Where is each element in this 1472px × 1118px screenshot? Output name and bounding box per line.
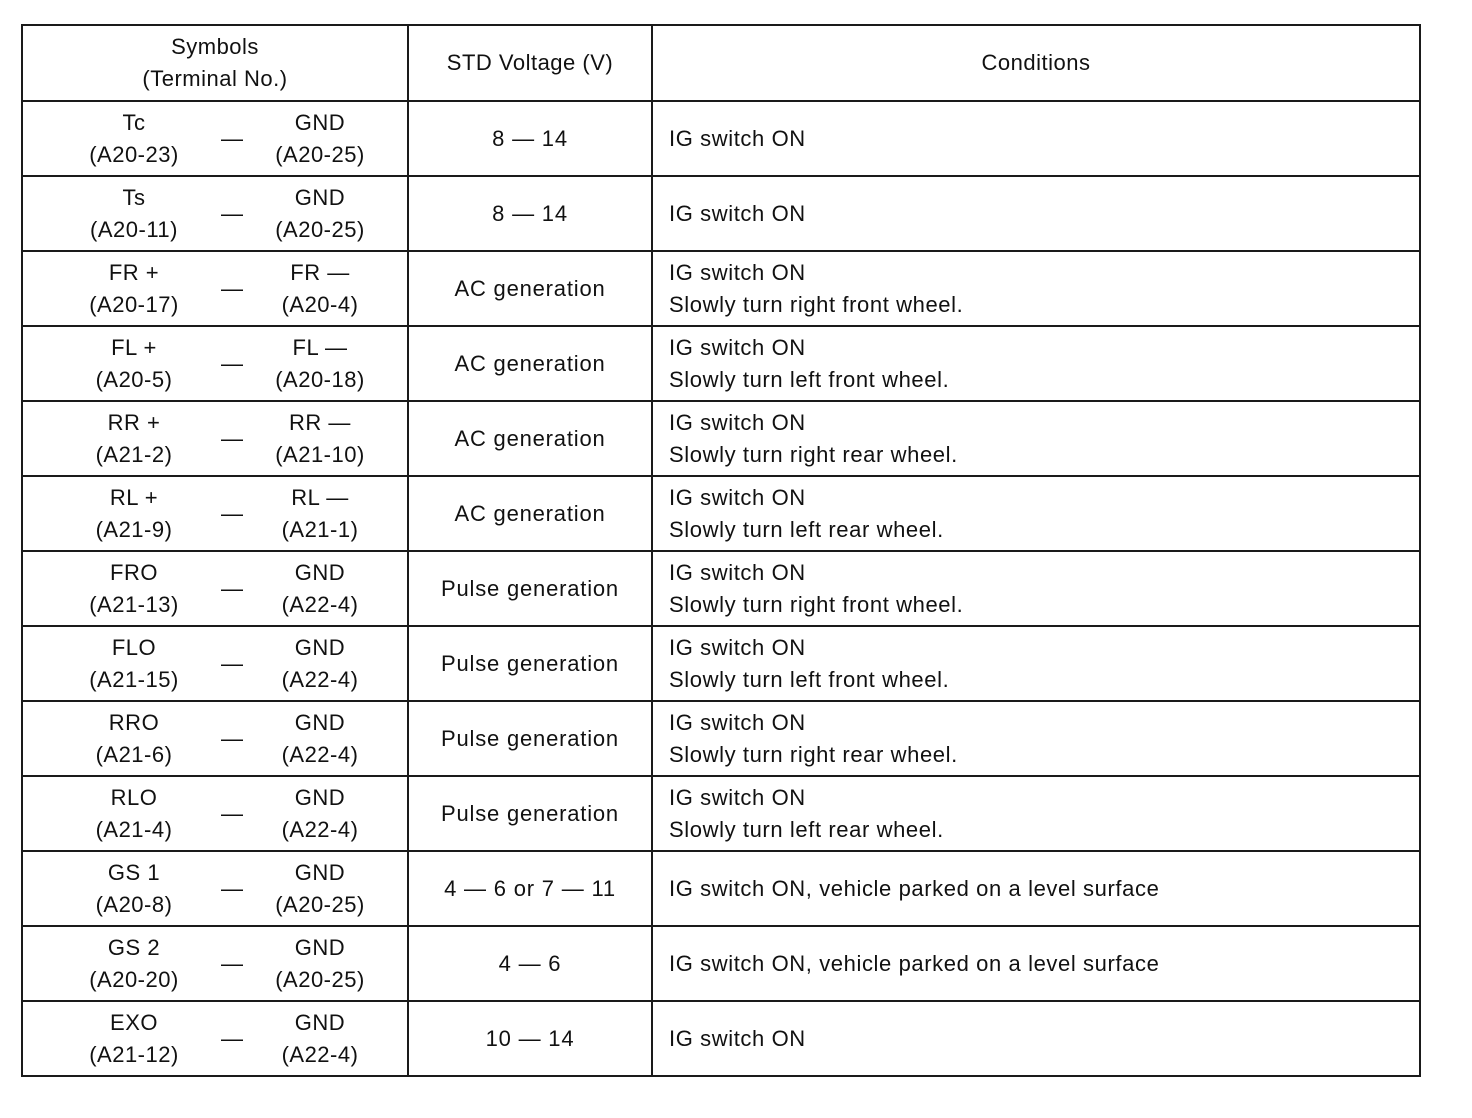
negative-symbol: GND [294,559,346,585]
condition-line-1: IG switch ON [669,409,806,435]
terminal-separator: — [221,650,244,676]
positive-terminal [59,257,209,321]
header-symbols-label: Symbols [171,34,259,59]
positive-symbol: FRO [110,559,158,585]
negative-symbol: GND [294,634,346,660]
negative-symbol: RR — [289,409,351,435]
negative-terminal [245,632,395,696]
symbols-cell [22,1001,408,1076]
negative-terminal-no: (A20-25) [275,216,365,242]
negative-symbol: GND [294,934,346,960]
std-voltage-cell: 4 — 6 or 7 — 11 [408,851,652,926]
positive-terminal [59,632,209,696]
symbols-cell [22,626,408,701]
std-voltage-cell: AC generation [408,476,652,551]
symbols-cell [22,926,408,1001]
header-conditions: Conditions [652,25,1420,101]
std-voltage-cell: 8 — 14 [408,101,652,176]
std-voltage-cell: AC generation [408,326,652,401]
negative-terminal-no: (A22-4) [281,591,359,617]
negative-symbol: GND [294,109,346,135]
positive-terminal [59,782,209,846]
std-voltage-cell: 8 — 14 [408,176,652,251]
std-voltage-cell: Pulse generation [408,551,652,626]
terminal-separator: — [221,950,244,976]
negative-terminal [245,857,395,921]
positive-symbol: RR + [107,409,161,435]
conditions-cell [652,626,1420,701]
negative-terminal [245,107,395,171]
header-symbols [22,25,408,101]
positive-terminal-no: (A20-8) [95,891,173,917]
symbols-cell [22,176,408,251]
positive-terminal-no: (A21-2) [95,441,173,467]
positive-symbol: FL + [111,334,157,360]
positive-terminal-no: (A21-6) [95,741,173,767]
table-row [22,401,1420,476]
conditions-cell [652,251,1420,326]
symbols-cell [22,851,408,926]
terminal-separator: — [221,575,244,601]
conditions-cell [652,926,1420,1001]
condition-line-2: Slowly turn left front wheel. [669,666,950,692]
condition-line-1: IG switch ON [669,709,806,735]
condition-line-1: IG switch ON [669,334,806,360]
table-body [22,101,1420,1076]
table-row [22,926,1420,1001]
terminal-voltage-table [21,24,1421,1077]
condition-line-1: IG switch ON, vehicle parked on a level surface [669,875,1160,901]
std-voltage-cell: Pulse generation [408,701,652,776]
positive-terminal-no: (A21-13) [89,591,179,617]
conditions-cell [652,701,1420,776]
conditions-cell [652,176,1420,251]
symbols-cell [22,326,408,401]
negative-symbol: GND [294,709,346,735]
positive-symbol: EXO [110,1009,158,1035]
conditions-cell [652,851,1420,926]
negative-terminal-no: (A22-4) [281,1041,359,1067]
positive-terminal-no: (A20-20) [89,966,179,992]
positive-terminal-no: (A20-11) [90,216,178,242]
conditions-cell [652,551,1420,626]
positive-terminal-no: (A21-15) [89,666,179,692]
condition-line-1: IG switch ON [669,259,806,285]
positive-symbol: Tc [122,109,146,135]
negative-terminal-no: (A22-4) [281,741,359,767]
negative-symbol: RL — [291,484,349,510]
condition-line-1: IG switch ON [669,559,806,585]
symbols-cell [22,101,408,176]
condition-line-2: Slowly turn right front wheel. [669,591,964,617]
table-row [22,776,1420,851]
condition-line-2: Slowly turn left rear wheel. [669,516,944,542]
negative-terminal [245,407,395,471]
condition-line-2: Slowly turn left front wheel. [669,366,950,392]
positive-terminal-no: (A20-23) [89,141,179,167]
negative-terminal-no: (A20-25) [275,966,365,992]
positive-terminal-no: (A20-5) [95,366,173,392]
negative-terminal [245,557,395,621]
positive-symbol: GS 1 [107,859,161,885]
condition-line-1: IG switch ON, vehicle parked on a level surface [669,950,1160,976]
terminal-separator: — [221,500,244,526]
terminal-separator: — [221,800,244,826]
negative-terminal [245,257,395,321]
table-row [22,101,1420,176]
negative-terminal-no: (A20-25) [275,891,365,917]
positive-symbol: RLO [110,784,158,810]
positive-terminal-no: (A21-9) [95,516,173,542]
terminal-separator: — [221,725,244,751]
symbols-cell [22,476,408,551]
table-row [22,251,1420,326]
symbols-cell [22,251,408,326]
positive-terminal [59,707,209,771]
positive-terminal-no: (A21-12) [89,1041,179,1067]
negative-terminal [245,332,395,396]
negative-symbol: FL — [292,334,348,360]
terminal-separator: — [221,1025,244,1051]
std-voltage-cell: Pulse generation [408,626,652,701]
negative-terminal-no: (A20-4) [281,291,359,317]
terminal-separator: — [221,875,244,901]
negative-symbol: GND [294,784,346,810]
positive-symbol: FR + [108,259,160,285]
table-row [22,326,1420,401]
condition-line-1: IG switch ON [669,200,806,226]
condition-line-2: Slowly turn right rear wheel. [669,741,958,767]
std-voltage-cell: 10 — 14 [408,1001,652,1076]
conditions-cell [652,101,1420,176]
std-voltage-cell: 4 — 6 [408,926,652,1001]
condition-line-1: IG switch ON [669,484,806,510]
condition-line-2: Slowly turn right front wheel. [669,291,964,317]
conditions-cell [652,476,1420,551]
negative-terminal-no: (A21-1) [281,516,359,542]
negative-terminal [245,932,395,996]
positive-symbol: RRO [108,709,160,735]
positive-symbol: RL + [109,484,159,510]
std-voltage-cell: AC generation [408,401,652,476]
negative-terminal-no: (A21-10) [275,441,365,467]
terminal-separator: — [221,350,244,376]
table-row [22,851,1420,926]
positive-terminal [59,182,209,246]
symbols-cell [22,701,408,776]
positive-terminal [59,557,209,621]
table-row [22,626,1420,701]
condition-line-1: IG switch ON [669,784,806,810]
symbols-cell [22,551,408,626]
std-voltage-cell: Pulse generation [408,776,652,851]
conditions-cell [652,401,1420,476]
std-voltage-cell: AC generation [408,251,652,326]
table-row [22,176,1420,251]
condition-line-2: Slowly turn left rear wheel. [669,816,944,842]
positive-terminal [59,857,209,921]
negative-terminal-no: (A22-4) [281,666,359,692]
positive-terminal [59,107,209,171]
conditions-cell [652,1001,1420,1076]
symbols-cell [22,776,408,851]
negative-symbol: FR — [290,259,350,285]
positive-symbol: FLO [111,634,157,660]
positive-terminal [59,1007,209,1071]
table-header-row [22,25,1420,101]
negative-terminal-no: (A22-4) [281,816,359,842]
positive-terminal [59,332,209,396]
positive-symbol: Ts [122,184,146,210]
positive-terminal-no: (A21-4) [95,816,173,842]
negative-terminal [245,182,395,246]
terminal-separator: — [221,275,244,301]
condition-line-1: IG switch ON [669,125,806,151]
negative-terminal [245,482,395,546]
negative-symbol: GND [294,859,346,885]
table-row [22,701,1420,776]
terminal-separator: — [221,200,244,226]
table-row [22,476,1420,551]
conditions-cell [652,776,1420,851]
condition-line-1: IG switch ON [669,1025,806,1051]
terminal-separator: — [221,425,244,451]
terminal-separator: — [221,125,244,151]
header-terminal-no-label: (Terminal No.) [142,66,288,91]
conditions-cell [652,326,1420,401]
condition-line-2: Slowly turn right rear wheel. [669,441,958,467]
table-row [22,551,1420,626]
positive-terminal [59,482,209,546]
positive-terminal-no: (A20-17) [89,291,179,317]
negative-symbol: GND [294,1009,346,1035]
positive-terminal [59,407,209,471]
condition-line-1: IG switch ON [669,634,806,660]
negative-terminal-no: (A20-25) [275,141,365,167]
header-std-voltage: STD Voltage (V) [408,25,652,101]
positive-symbol: GS 2 [107,934,161,960]
negative-terminal [245,1007,395,1071]
negative-terminal [245,782,395,846]
negative-symbol: GND [294,184,346,210]
table-row [22,1001,1420,1076]
positive-terminal [59,932,209,996]
negative-terminal [245,707,395,771]
symbols-cell [22,401,408,476]
negative-terminal-no: (A20-18) [275,366,365,392]
